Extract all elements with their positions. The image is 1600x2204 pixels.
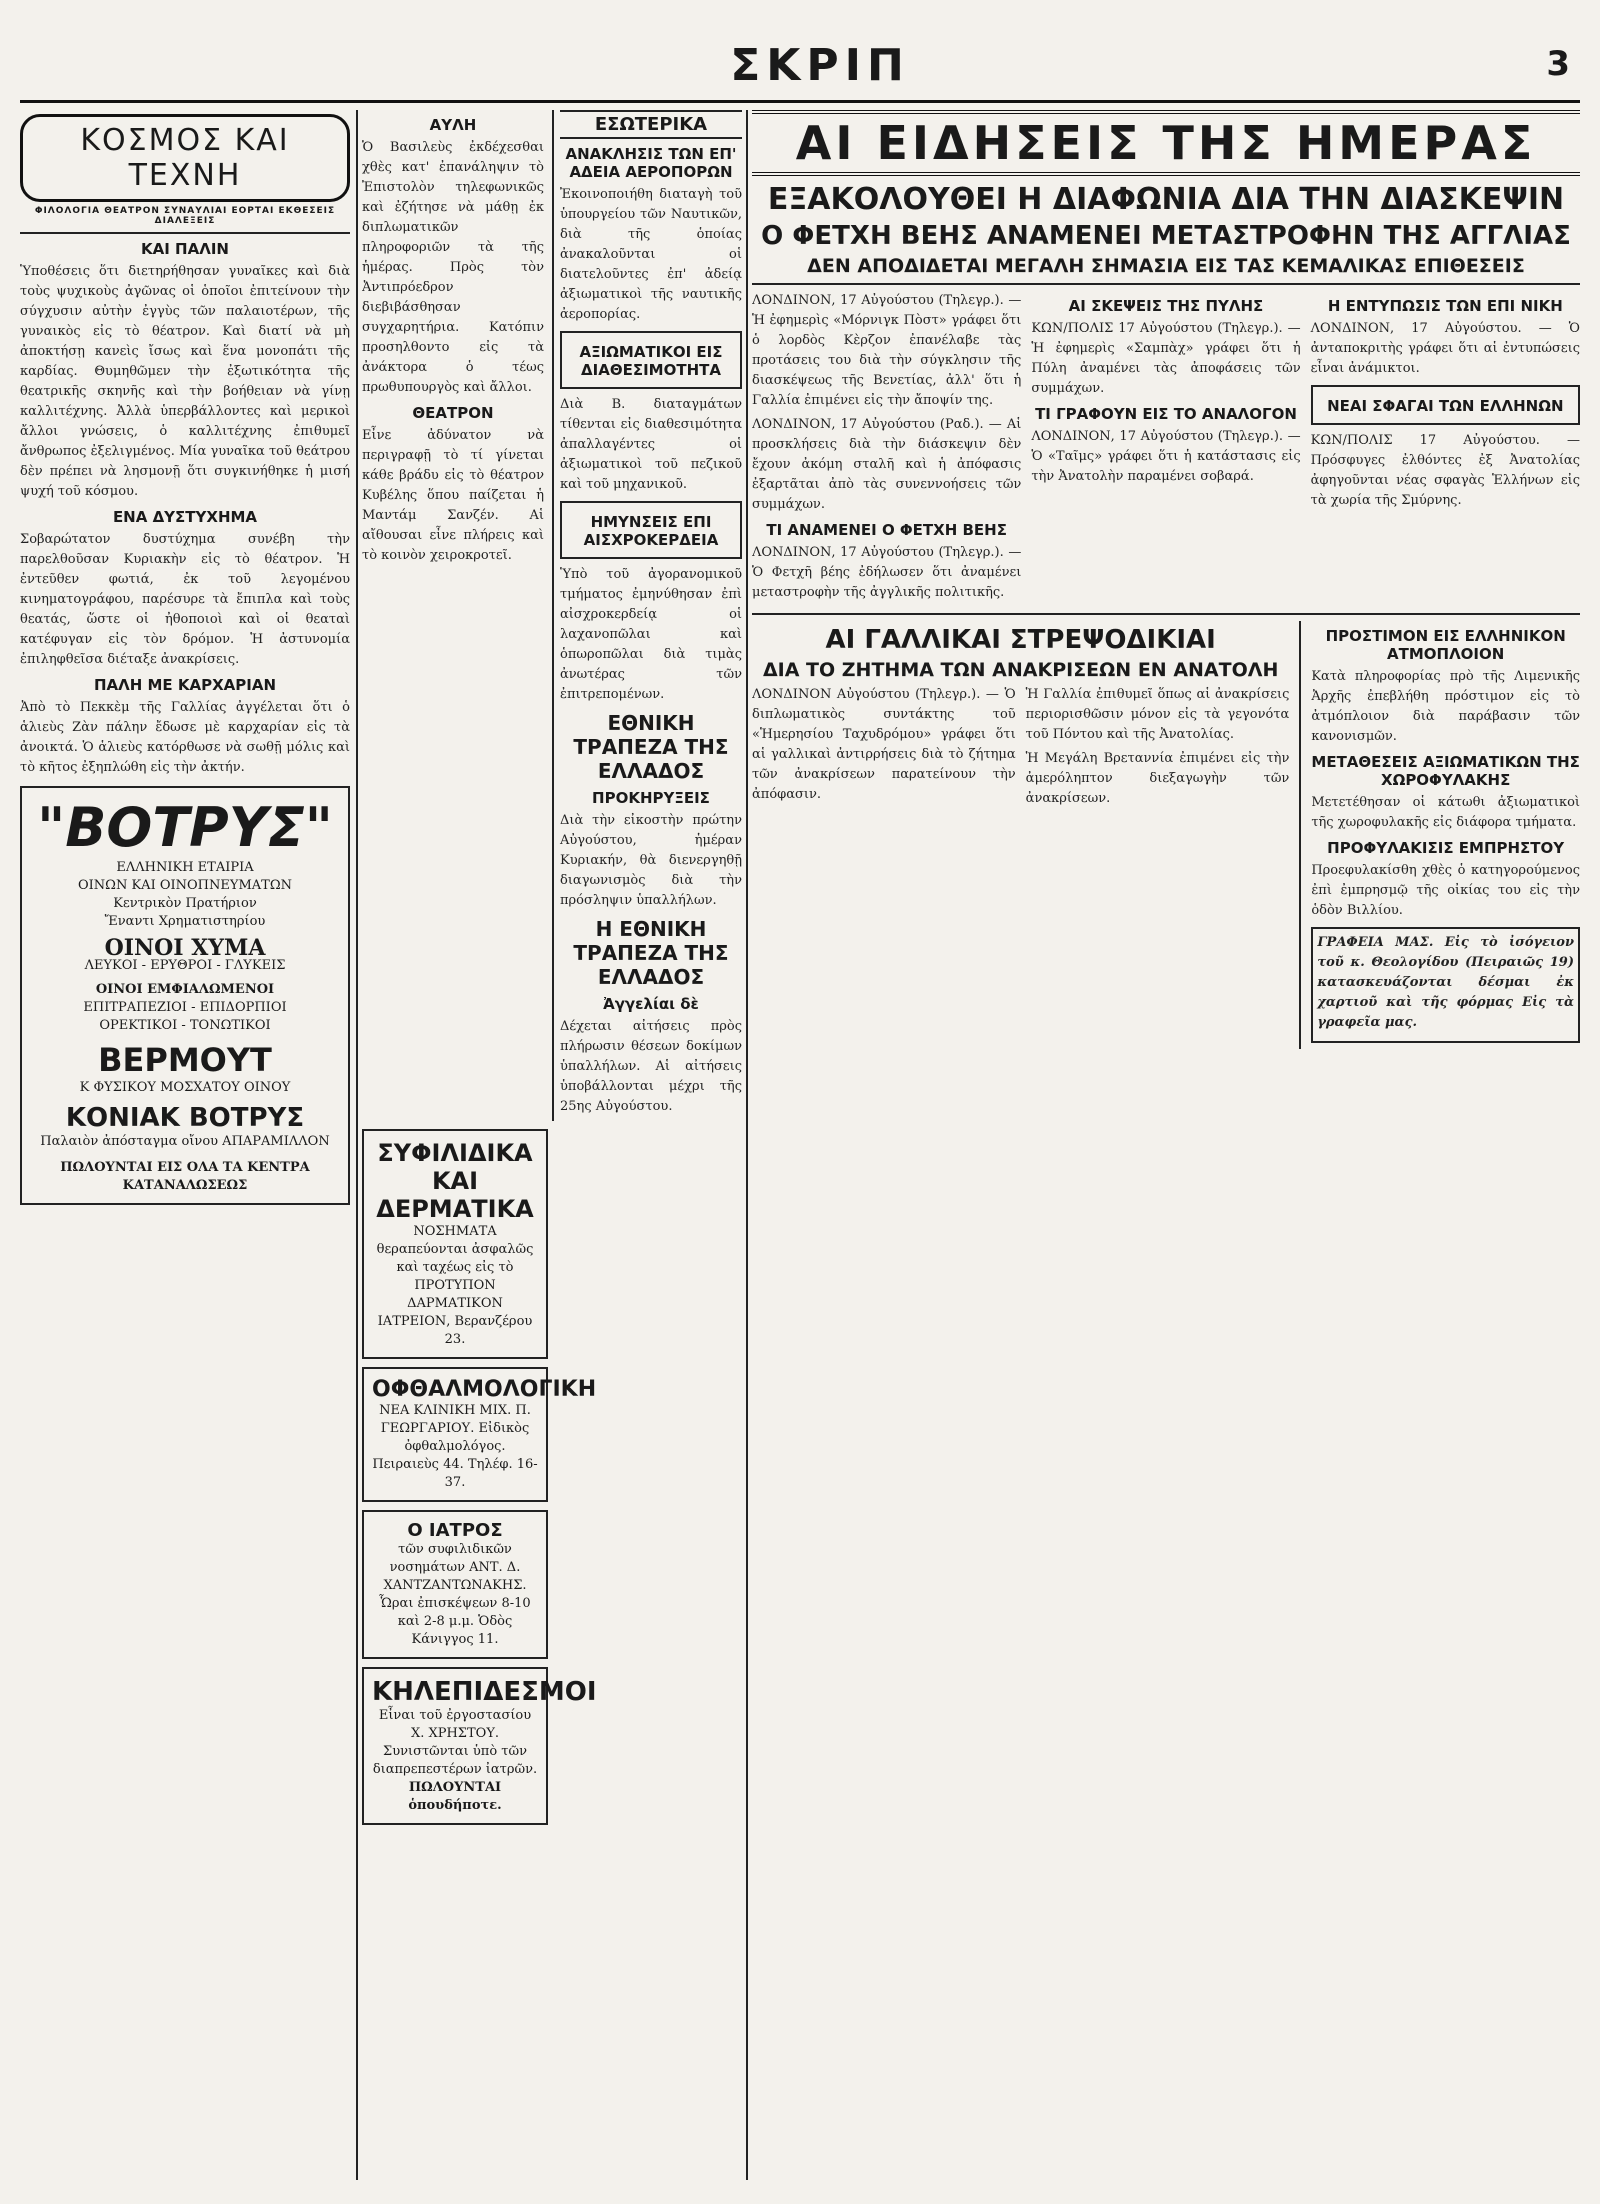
article-text: Ἀπὸ τὸ Πεκκὲμ τῆς Γαλλίας ἀγγέλεται ὅτι ὁ ἁλιεὺς Ζὰν πάλην ἔδωσε μὲ καρχαρίαν εἰς τὰ ἀνοικτά. Ὁ ἁλιεὺς κατόρθωσε νὰ σωθῇ μόλις καὶ τὸ κῆτος ἐξηπλώθη εἰς τὴν ἀκτήν. — [20, 700, 350, 775]
headline: ΕΞΑΚΟΛΟΥΘΕΙ Η ΔΙΑΦΩΝΙΑ ΔΙΑ ΤΗΝ ΔΙΑΣΚΕΨΙΝ — [767, 182, 1565, 217]
article-title: Η ΕΝΤΥΠΩΣΙΣ ΤΩΝ ΕΠΙ ΝΙΚΗ — [1327, 297, 1563, 315]
article-text: Δέχεται αἰτήσεις πρὸς πλήρωσιν θέσεων δοκίμων ὑπαλλήλων. Αἱ αἰτήσεις ὑποβάλλονται μέχρι τῆς 25ης Αὐγούστου. — [560, 1019, 742, 1114]
ad-text: τῶν συφιλιδικῶν νοσημάτων ΑΝΤ. Δ. ΧΑΝΤΖΑΝΤΩΝΑΚΗΣ. Ὧραι ἐπισκέψεων 8-10 καὶ 2-8 μ.μ. Ὁδὸς Κάνιγγος 11. — [379, 1542, 531, 1647]
news-columns — [752, 291, 1580, 607]
article-title: ΤΙ ΓΡΑΦΟΥΝ ΕΙΣ ΤΟ ΑΝΑΛΟΓΟΝ — [1035, 405, 1297, 423]
article-title: ΜΕΤΑΘΕΣΕΙΣ ΑΞΙΩΜΑΤΙΚΩΝ ΤΗΣ ΧΩΡΟΦΥΛΑΚΗΣ — [1311, 753, 1580, 789]
bottom-main-columns — [752, 685, 1289, 813]
article-title: ΠΡΟΣΤΙΜΟΝ ΕΙΣ ΕΛΛΗΝΙΚΟΝ ΑΤΜΟΠΛΟΙΟΝ — [1325, 627, 1566, 663]
ad-line: Κεντρικὸν Πρατήριον — [113, 896, 257, 911]
bottom-main — [752, 621, 1289, 1049]
page-number: 3 — [1546, 44, 1570, 84]
article-title: ΤΙ ΑΝΑΜΕΝΕΙ Ο ΦΕΤΧΗ ΒΕΗΣ — [766, 521, 1007, 539]
column-2 — [362, 110, 742, 2180]
section-subtitle: ΦΙΛΟΛΟΓΙΑ ΘΕΑΤΡΟΝ ΣΥΝΑΥΛΙΑΙ ΕΟΡΤΑΙ ΕΚΘΕΣΕΙΣ ΔΙΑΛΕΞΕΙΣ — [34, 206, 336, 226]
article-title: ΘΕΑΤΡΟΝ — [412, 404, 494, 422]
article-text: Ἐκοινοποιήθη διαταγὴ τοῦ ὑπουργείου τῶν Ναυτικῶν, διὰ τῆς ὁποίας ἀνακαλοῦνται οἱ διατελοῦντες ἐπ' ἀδείᾳ ἀξιωματικοὶ τῆς ναυτικῆς ἀεροπορίας. — [560, 187, 742, 322]
bottom-side — [1299, 621, 1580, 1049]
news-column — [1031, 291, 1300, 607]
ad-line: Ἔναντι Χρηματιστηρίου — [104, 914, 266, 929]
article-text: ΛΟΝΔΙΝΟΝ, 17 Αὐγούστου (Τηλεγρ.). — Ὁ Φετχῆ βέης ἐδήλωσεν ὅτι ἀναμένει μεταστροφὴν τῆς ἀγγλικῆς πολιτικῆς. — [752, 545, 1022, 600]
divider — [20, 232, 350, 234]
article-text: Ὁ Βασιλεὺς ἐκδέχεσθαι χθὲς κατ' ἐπανάληψιν τὸ Ἐπιστολὸν τηλεφωνικῶς καὶ ἐζήτησε νὰ μάθῃ ἐκ διπλωματικῶν πληροφοριῶν τὰ τῆς ἡμέρας. Πρὸς τὸν Ἀντιπρόεδρον διεβιβάσθησαν συγχαρητήρια. Κατόπιν προσηλθοντο εἰς τὰ ἀνάκτορα ὁ τέως πρωθυπουργὸς καὶ ἄλλοι. — [362, 140, 544, 395]
news-column — [1311, 291, 1580, 607]
article-subtitle: ΠΡΟΚΗΡΥΞΕΙΣ — [592, 789, 710, 807]
article-title: ΗΜΥΝΣΕΙΣ ΕΠΙ ΑΙΣΧΡΟΚΕΡΔΕΙΑ — [583, 513, 719, 549]
ad-product: ΕΠΙΤΡΑΠΕΖΙΟΙ - ΕΠΙΔΟΡΠΙΟΙ — [83, 1000, 287, 1015]
article-title: ΚΑΙ ΠΑΛΙΝ — [141, 240, 229, 258]
article-box — [560, 501, 742, 559]
advertisement-hernia-belts — [362, 1667, 597, 1825]
advertisement-doctor — [362, 1510, 548, 1659]
ad-product: ΟΡΕΚΤΙΚΟΙ - ΤΟΝΩΤΙΚΟΙ — [99, 1018, 271, 1033]
ad-title: ΚΗΛΕΠΙΔΕΣΜΟΙ — [372, 1677, 597, 1707]
ad-line: Παλαιὸν ἀπόσταγμα οἴνου ΑΠΑΡΑΜΙΛΛΟΝ — [40, 1134, 330, 1149]
ad-text: Εἶναι τοῦ ἐργοστασίου Χ. ΧΡΗΣΤΟΥ. Συνιστῶνται ὑπὸ τῶν διαπρεπεστέρων ἰατρῶν. — [372, 1708, 538, 1777]
column-divider — [356, 110, 358, 2180]
article-title: ΑΥΛΗ — [429, 116, 477, 134]
article-text: Εἶνε ἀδύνατον νὰ περιγραφῇ τὸ τί γίνεται κάθε βράδυ εἰς τὸ θέατρον Κυβέλης ὅπου παίζεται ἡ Μαντάμ Σανζέν. Αἱ αἴθουσαι εἶνε πλήρεις καὶ τὸ κοινὸν χειροκροτεῖ. — [362, 428, 544, 563]
ad-title: ΣΥΦΙΛΙΔΙΚΑ ΚΑΙ ΔΕΡΜΑΤΙΚΑ — [376, 1139, 534, 1223]
article-text: Σοβαρώτατον δυστύχημα συνέβη τὴν παρελθοῦσαν Κυριακὴν εἰς τὸ θέατρον. Ἡ ἐντεῦθεν φωτιά, ἐκ τοῦ λεγομένου κινηματογράφου, παρέσυρε τὰ ἔπιπλα καὶ τοὺς θεατάς, ὥστε οἱ ἠθοποιοὶ καὶ οἱ θεαταὶ κατέφυγαν εἰς τὸν δρόμον. Ἡ ἀστυνομία ἐπιληφθεῖσα διέταξε ἀνακρίσεις. — [20, 532, 350, 667]
article-text: Διὰ τὴν εἰκοστὴν πρώτην Αὐγούστου, ἡμέραν Κυριακήν, θὰ διενεργηθῇ διαγωνισμὸς διὰ τὴν πρόσληψιν ὑπαλλήλων. — [560, 813, 742, 908]
article-text: Ὑπὸ τοῦ ἀγορανομικοῦ τμήματος ἐμηνύθησαν ἐπὶ αἰσχροκερδείᾳ οἱ λαχανοπῶλαι καὶ ὁπωροπῶλαι διὰ τιμὰς ἀνωτέρας τῶν ἐπιτρεπομένων. — [560, 567, 742, 702]
article-title: Η ΕΘΝΙΚΗ ΤΡΑΠΕΖΑ ΤΗΣ ΕΛΛΑΔΟΣ — [573, 917, 729, 989]
article-text: Προεφυλακίσθη χθὲς ὁ κατηγορούμενος ἐπὶ ἐμπρησμῷ τῆς οἰκίας του εἰς τὴν ὁδὸν Βιλλίου. — [1311, 863, 1580, 918]
article-title: ΝΕΑΙ ΣΦΑΓΑΙ ΤΩΝ ΕΛΛΗΝΩΝ — [1327, 397, 1564, 415]
bottom-section — [752, 621, 1580, 1049]
article-subtitle: Ἀγγελίαι δὲ — [603, 995, 699, 1013]
article-text: Κατὰ πληροφορίας πρὸ τῆς Λιμενικῆς Ἀρχῆς ἐπεβλήθη πρόστιμον εἰς τὸ ἀτμόπλοιον διὰ παράβασιν τῶν κανονισμῶν. — [1311, 669, 1580, 744]
ad-line: Κ ΦΥΣΙΚΟΥ ΜΟΣΧΑΤΟΥ ΟΙΝΟΥ — [79, 1080, 291, 1095]
ad-footer: ΠΩΛΟΥΝΤΑΙ ΕΙΣ ΟΛΑ ΤΑ ΚΕΝΤΡΑ ΚΑΤΑΝΑΛΩΣΕΩΣ — [60, 1160, 310, 1193]
section-banner: ΚΟΣΜΟΣ ΚΑΙ ΤΕΧΝΗ — [20, 114, 350, 202]
advertisement-botrys — [20, 786, 350, 1205]
article-title: ΠΑΛΗ ΜΕ ΚΑΡΧΑΡΙΑΝ — [93, 676, 277, 694]
ad-title: Ο ΙΑΤΡΟΣ — [407, 1520, 503, 1541]
ad-title: "ΒΟΤΡΥΣ" — [37, 796, 333, 859]
article-title: ΕΝΑ ΔΥΣΤΥΧΗΜΑ — [112, 508, 258, 526]
notice-text: ΓΡΑΦΕΙΑ ΜΑΣ. Εἰς τὸ ἰσόγειον τοῦ κ. Θεολογίδου (Πειραιῶς 19) κατασκευάζονται δέσμαι ἐκ χαρτιοῦ καὶ τῆς φόρμας Εἰς τὰ γραφεῖα μας. — [1317, 935, 1574, 1030]
section-banner: ΕΣΩΤΕΡΙΚΑ — [560, 110, 742, 139]
masthead — [20, 40, 1580, 103]
article-text: ΛΟΝΔΙΝΟΝ, 17 Αὐγούστου (Ραδ.). — Αἱ προσκλήσεις διὰ τὴν διάσκεψιν δὲν ἔχουν ἀκόμη σταλῆ καὶ ἡ ἀπόφασις ἐξαρτᾶται ἀπὸ τὰς συνεννοήσεις τῶν συμμάχων. — [752, 417, 1022, 512]
advertisement-syphilis — [362, 1129, 548, 1359]
article-text: Ὑποθέσεις ὅτι διετηρήθησαν γυναῖκες καὶ διὰ τοὺς ψυχικοὺς ἀγῶνας οἱ ὁποῖοι ἐπιτείνουν τὴν σύγχυσιν αὐτὴν ἐγγὺς τῶν παλαιοτέρων, τῆς γυναικὸς εἰς τὸ θέατρον. Καὶ διατί νὰ μὴ ἀποκτήσῃ κανεὶς ἴσως καὶ ἕνα μονοπάτι τῆς καρδίας. Θυμηθῶμεν τὴν ἐξωτικότητα τῆς θεατρικῆς σκηνῆς καὶ τὴν βοήθειαν νὰ γίνῃ καλλιτέχνης. Ἀλλὰ ὑπερβάλλοντες καὶ μερικοὶ ἄλλοι γνώσεις, ὁ καλλιτέχνης ἐπιθυμεῖ ἄνθρωπος ἐξελιγμένος. Μία γυναῖκα τοῦ θεάτρου δὲν πρέπει νὰ λησμονῇ ὅτι συγκινήθηκε ἡ μισή ψυχή τοῦ κόσμου. — [20, 264, 350, 499]
divider — [752, 283, 1580, 285]
ad-big-text: ΚΟΝΙΑΚ ΒΟΤΡΥΣ — [65, 1103, 305, 1133]
article-title: ΑΝΑΚΛΗΣΙΣ ΤΩΝ ΕΠ' ΑΔΕΙΑ ΑΕΡΟΠΟΡΩΝ — [565, 145, 737, 181]
ad-title: ΟΦΘΑΛΜΟΛΟΓΙΚΗ — [372, 1377, 597, 1402]
article-text: ΚΩΝ/ΠΟΛΙΣ 17 Αὐγούστου. — Πρόσφυγες ἐλθόντες ἐξ Ἀνατολίας ἀφηγοῦνται νέας σφαγὰς Ἑλλήνων εἰς τὰ χωρία τῆς Σμύρνης. — [1310, 433, 1580, 508]
article-text: Διὰ Β. διαταγμάτων τίθενται εἰς διαθεσιμότητα ἀπαλλαγέντες οἱ ἀξιωματικοὶ τοῦ πεζικοῦ καὶ τοῦ μηχανικοῦ. — [560, 397, 742, 492]
ad-line: ΟΙΝΩΝ ΚΑΙ ΟΙΝΟΠΝΕΥΜΑΤΩΝ — [78, 878, 292, 893]
column-3 — [752, 110, 1580, 2180]
news-column — [752, 685, 1016, 813]
column-2b — [552, 110, 742, 1121]
ad-text: ΝΟΣΗΜΑΤΑ θεραπεύονται ἀσφαλῶς καὶ ταχέως εἰς τὸ ΠΡΟΤΥΠΟΝ ΔΑΡΜΑΤΙΚΟΝ ΙΑΤΡΕΙΟΝ, Βερανζέρου 23. — [376, 1224, 534, 1347]
newspaper-name: ΣΚΡΙΠ — [730, 40, 910, 91]
article-text: ΛΟΝΔΙΝΟΝ Αὐγούστου (Τηλεγρ.). — Ὁ διπλωματικὸς συντάκτης τοῦ «Ἡμερησίου Ταχυδρόμου» γράφει ὅτι αἱ γαλλικαὶ ἀντιρρήσεις διὰ τὸ ζήτημα τῶν ἀνακρίσεων παρατείνουν τὴν ἀπόφασιν. — [752, 687, 1016, 802]
notice-box — [1311, 927, 1580, 1043]
ad-product: ΟΙΝΟΙ ΧΥΜΑ — [104, 935, 266, 961]
ad-text: ΝΕΑ ΚΛΙΝΙΚΗ ΜΙΧ. Π. ΓΕΩΡΓΑΡΙΟΥ. Εἰδικὸς ὀφθαλμολόγος. Πειραιεὺς 44. Τηλέφ. 16-37. — [372, 1403, 538, 1490]
article-text: ΛΟΝΔΙΝΟΝ, 17 Αὐγούστου (Τηλεγρ.). — Ἡ ἐφημερὶς «Μόρνιγκ Πὸστ» γράφει ὅτι ὁ λορδὸς Κὲρζον ἐπανέλαβε τὰς προτάσεις του διὰ τὴν σύγκλησιν τῆς διασκέψεως τῆς Βενετίας, ἀλλ' ὅτι ἡ Γαλλία ἐπιμένει εἰς τὴν ἄποψίν της. — [752, 293, 1022, 408]
ad-footer: ΠΩΛΟΥΝΤΑΙ ὁπουδήποτε. — [408, 1780, 502, 1813]
divider — [752, 613, 1580, 615]
ad-product: ΛΕΥΚΟΙ - ΕΡΥΘΡΟΙ - ΓΛΥΚΕΙΣ — [84, 958, 286, 973]
news-column — [752, 291, 1021, 607]
headline: Ο ΦΕΤΧΗ ΒΕΗΣ ΑΝΑΜΕΝΕΙ ΜΕΤΑΣΤΡΟΦΗΝ ΤΗΣ ΑΓΓΛΙΑΣ — [761, 221, 1571, 251]
column-1 — [20, 110, 350, 2180]
article-text: Ἡ Μεγάλη Βρεταννία ἐπιμένει εἰς τὴν ἀμερόληπτον διεξαγωγὴν τῶν ἀνακρίσεων. — [1025, 751, 1290, 806]
advertisement-ophthalmology — [362, 1367, 597, 1502]
article-title: ΑΞΙΩΜΑΤΙΚΟΙ ΕΙΣ ΔΙΑΘΕΣΙΜΟΤΗΤΑ — [579, 343, 723, 379]
article-text: ΛΟΝΔΙΝΟΝ, 17 Αὐγούστου. — Ὁ ἀνταποκριτὴς γράφει ὅτι αἱ ἐντυπώσεις εἶναι ἀνάμικτοι. — [1310, 321, 1580, 376]
ad-big-text: ΒΕΡΜΟΥΤ — [98, 1041, 272, 1079]
article-title: ΠΡΟΦΥΛΑΚΙΣΙΣ ΕΜΠΡΗΣΤΟΥ — [1327, 839, 1565, 857]
headline: ΑΙ ΓΑΛΛΙΚΑΙ ΣΤΡΕΨΟΔΙΚΙΑΙ — [825, 625, 1216, 655]
article-text: ΚΩΝ/ΠΟΛΙΣ 17 Αὐγούστου (Τηλεγρ.). — Ἡ ἐφημερὶς «Σαμπὰχ» γράφει ὅτι ἡ Πύλη ἀναμένει τὰς ἀποφάσεις τῶν συμμάχων. — [1031, 321, 1301, 396]
ad-product: ΟΙΝΟΙ ΕΜΦΙΑΛΩΜΕΝΟΙ — [95, 982, 275, 997]
article-box — [1311, 385, 1580, 425]
main-headline: ΑΙ ΕΙΔΗΣΕΙΣ ΤΗΣ ΗΜΕΡΑΣ — [752, 110, 1580, 176]
article-box — [560, 331, 742, 389]
article-text: Μετετέθησαν οἱ κάτωθι ἀξιωματικοὶ τῆς χωροφυλακῆς εἰς διάφορα τμήματα. — [1311, 795, 1580, 830]
column-divider — [746, 110, 748, 2180]
article-title: ΑΙ ΣΚΕΨΕΙΣ ΤΗΣ ΠΥΛΗΣ — [1068, 297, 1264, 315]
news-column — [1026, 685, 1290, 813]
headline: ΔΙΑ ΤΟ ΖΗΤΗΜΑ ΤΩΝ ΑΝΑΚΡΙΣΕΩΝ ΕΝ ΑΝΑΤΟΛΗ — [762, 659, 1279, 681]
article-text: ΛΟΝΔΙΝΟΝ, 17 Αὐγούστου (Τηλεγρ.). — Ὁ «Ταῖμς» γράφει ὅτι ἡ κατάστασις εἰς τὴν Ἀνατολὴν παραμένει σοβαρά. — [1031, 429, 1301, 484]
headline: ΔΕΝ ΑΠΟΔΙΔΕΤΑΙ ΜΕΓΑΛΗ ΣΗΜΑΣΙΑ ΕΙΣ ΤΑΣ ΚΕΜΑΛΙΚΑΣ ΕΠΙΘΕΣΕΙΣ — [807, 255, 1525, 277]
article-text: Ἡ Γαλλία ἐπιθυμεῖ ὅπως αἱ ἀνακρίσεις περιορισθῶσιν μόνον εἰς τὰ γεγονότα τοῦ Πόντου καὶ τῆς Ἀνατολίας. — [1025, 687, 1290, 742]
article-title: ΕΘΝΙΚΗ ΤΡΑΠΕΖΑ ΤΗΣ ΕΛΛΑΔΟΣ — [573, 711, 729, 783]
ad-line: ΕΛΛΗΝΙΚΗ ΕΤΑΙΡΙΑ — [116, 860, 254, 875]
column-2a — [362, 110, 544, 1121]
